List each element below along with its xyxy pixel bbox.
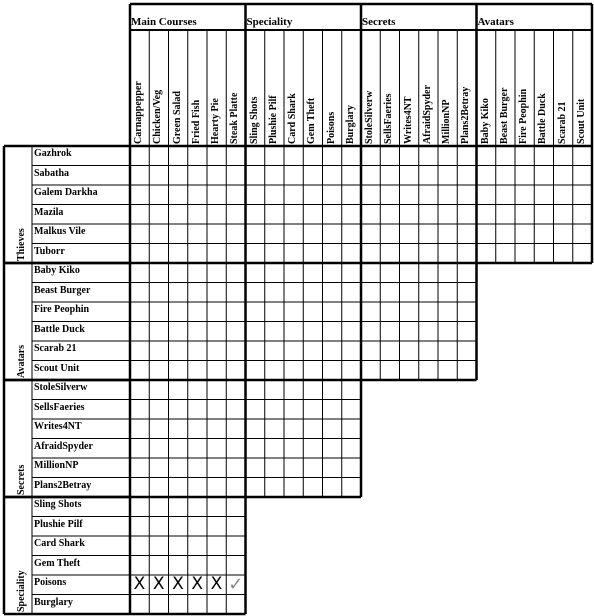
row-label: Sling Shots — [34, 499, 82, 510]
row-label: StoleSilverw — [34, 382, 88, 393]
column-header-label: Battle Duck — [537, 93, 549, 144]
row-label: Mazila — [34, 206, 64, 218]
row-label: AfraidSpyder — [34, 440, 93, 452]
column-header-label: MillionNP — [441, 99, 452, 144]
row-label: Sabatha — [34, 167, 70, 179]
col-group-title: Avatars — [477, 16, 514, 28]
row-label: Battle Duck — [34, 323, 85, 335]
cross-mark[interactable]: X — [172, 574, 184, 594]
row-group-title: Thieves — [16, 228, 27, 261]
row-label: Card Shark — [34, 538, 85, 549]
row-label: Malkus Vile — [34, 226, 86, 237]
column-header-label: Fried Fish — [190, 99, 202, 144]
column-header-label: Writes4NT — [402, 96, 414, 144]
cross-mark[interactable]: X — [133, 574, 146, 594]
row-label: Plans2Betray — [34, 479, 92, 491]
row-label: Beast Burger — [34, 284, 91, 296]
column-header-label: Scout Unit — [575, 98, 587, 144]
col-group-title: Secrets — [362, 16, 396, 28]
row-label: Gem Theft — [34, 557, 81, 569]
column-header-label: AfraidSpyder — [421, 85, 433, 144]
cross-mark[interactable]: X — [152, 574, 165, 594]
col-group-title: Speciality — [246, 16, 293, 28]
row-group-title: Avatars — [16, 344, 27, 378]
column-header-label: Hearty Pie — [210, 98, 221, 144]
cross-mark[interactable]: X — [191, 574, 204, 594]
column-header-label: Sling Shots — [248, 96, 260, 144]
row-label: Scarab 21 — [34, 343, 77, 354]
column-header-label: Carnappepper — [133, 81, 144, 144]
row-label: Burglary — [34, 596, 73, 608]
row-group-title: Speciality — [16, 570, 27, 612]
check-mark-icon[interactable]: ✓ — [228, 574, 244, 595]
column-header-label: Beast Burger — [498, 87, 510, 144]
row-label: Gazhrok — [34, 148, 72, 159]
column-header-label: Plans2Betray — [460, 86, 472, 144]
column-header-label: Baby Kiko — [479, 98, 491, 144]
row-label: Poisons — [34, 577, 67, 588]
column-header-label: Card Shark — [287, 93, 298, 144]
column-header-label: Fire Peophin — [518, 88, 529, 144]
row-label: SellsFaeries — [34, 401, 85, 413]
column-header-label: Burglary — [344, 105, 356, 144]
col-group-title: Main Courses — [131, 16, 197, 28]
row-label: Scout Unit — [34, 362, 80, 374]
row-label: Fire Peophin — [34, 304, 90, 315]
column-header-label: Scarab 21 — [556, 101, 568, 144]
row-label: MillionNP — [34, 460, 79, 471]
column-header-label: SellsFaeries — [383, 93, 395, 144]
column-header-label: StoleSilverw — [364, 90, 375, 144]
column-header-label: Green Salad — [171, 91, 183, 144]
row-label: Writes4NT — [34, 421, 82, 432]
row-label: Galem Darkha — [34, 187, 98, 198]
column-header-label: Poisons — [325, 111, 337, 144]
cross-mark[interactable]: X — [210, 574, 223, 594]
row-label: Plushie Pilf — [34, 518, 83, 530]
column-header-label: Steak Platte — [229, 92, 241, 144]
column-header-label: Gem Theft — [306, 97, 318, 144]
column-header-label: Plushie Pilf — [267, 95, 279, 144]
row-label: Tuborr — [34, 245, 65, 257]
row-group-title: Secrets — [16, 464, 27, 495]
row-label: Baby Kiko — [34, 265, 80, 276]
column-header-label: Chicken/Veg — [152, 89, 164, 144]
